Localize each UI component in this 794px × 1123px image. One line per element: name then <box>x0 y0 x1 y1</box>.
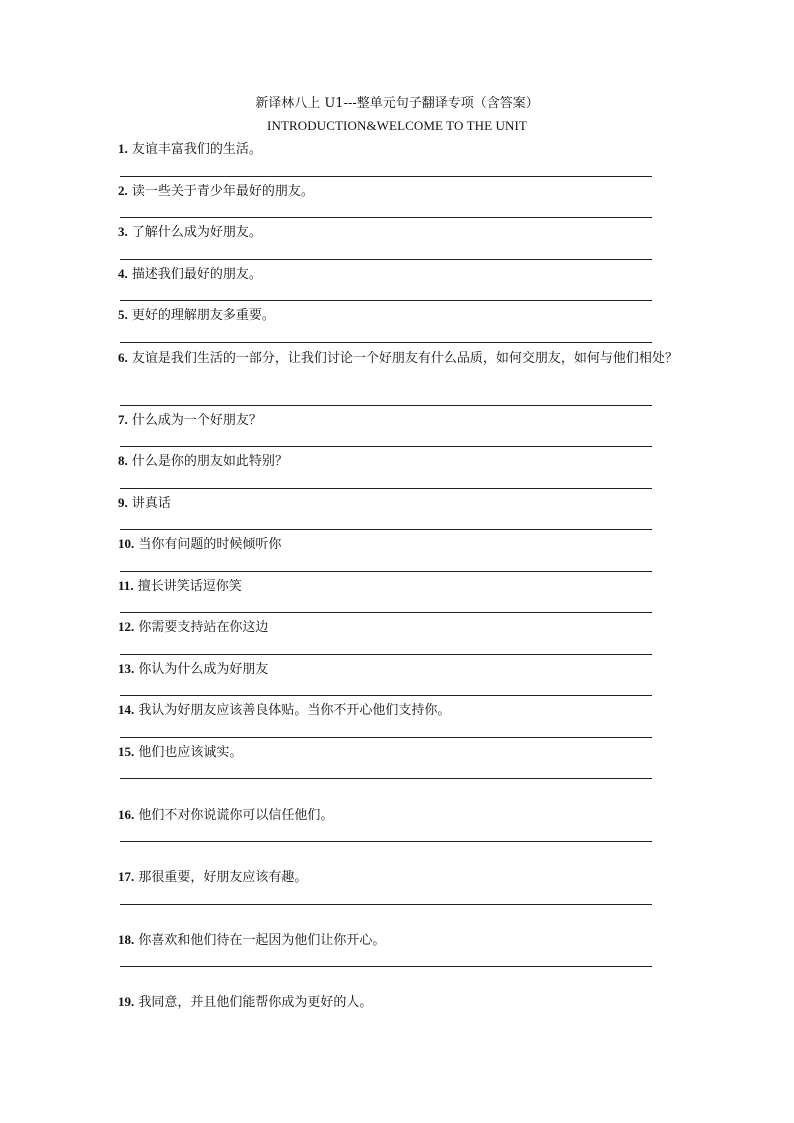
answer-line-12 <box>120 654 652 655</box>
question-17: 17. 那很重要，好朋友应该有趣。 <box>118 869 308 885</box>
answer-line-4 <box>120 300 652 301</box>
answer-line-14 <box>120 737 652 738</box>
question-8: 8. 什么是你的朋友如此特别？ <box>118 453 288 469</box>
question-7: 7. 什么成为一个好朋友？ <box>118 412 262 428</box>
answer-line-18 <box>120 966 652 967</box>
question-18: 18. 你喜欢和他们待在一起因为他们让你开心。 <box>118 932 386 948</box>
worksheet-title: 新译林八上 U1---整单元句子翻译专项（含答案） <box>255 96 539 111</box>
answer-line-5 <box>120 342 652 343</box>
answer-line-6 <box>120 405 652 406</box>
question-16: 16. 他们不对你说谎你可以信任他们。 <box>118 807 334 823</box>
answer-line-9 <box>120 529 652 530</box>
question-15: 15. 他们也应该诚实。 <box>118 744 243 760</box>
answer-line-13 <box>120 695 652 696</box>
answer-line-17 <box>120 904 652 905</box>
question-19: 19. 我同意，并且他们能帮你成为更好的人。 <box>118 994 373 1010</box>
answer-line-10 <box>120 571 652 572</box>
question-13: 13. 你认为什么成为好朋友 <box>118 661 269 677</box>
answer-line-16 <box>120 841 652 842</box>
question-9: 9. 讲真话 <box>118 495 171 511</box>
question-6: 6. 友谊是我们生活的一部分，让我们讨论一个好朋友有什么品质，如何交朋友，如何与他们相处？ <box>118 350 678 366</box>
answer-line-7 <box>120 446 652 447</box>
worksheet-subtitle: INTRODUCTION&WELCOME TO THE UNIT <box>267 118 527 133</box>
answer-line-3 <box>120 259 652 260</box>
question-1: 1. 友谊丰富我们的生活。 <box>118 141 262 157</box>
question-10: 10. 当你有问题的时候倾听你 <box>118 536 282 552</box>
question-5: 5. 更好的理解朋友多重要。 <box>118 307 275 323</box>
answer-line-15 <box>120 778 652 779</box>
answer-line-1 <box>120 176 652 177</box>
question-4: 4. 描述我们最好的朋友。 <box>118 266 262 282</box>
question-12: 12. 你需要支持站在你这边 <box>118 619 269 635</box>
question-14: 14. 我认为好朋友应该善良体贴。当你不开心他们支持你。 <box>118 702 451 718</box>
question-11: 11. 擅长讲笑话逗你笑 <box>118 578 242 594</box>
answer-line-11 <box>120 612 652 613</box>
question-3: 3. 了解什么成为好朋友。 <box>118 224 262 240</box>
question-2: 2. 读一些关于青少年最好的朋友。 <box>118 183 314 199</box>
answer-line-8 <box>120 488 652 489</box>
answer-line-2 <box>120 217 652 218</box>
